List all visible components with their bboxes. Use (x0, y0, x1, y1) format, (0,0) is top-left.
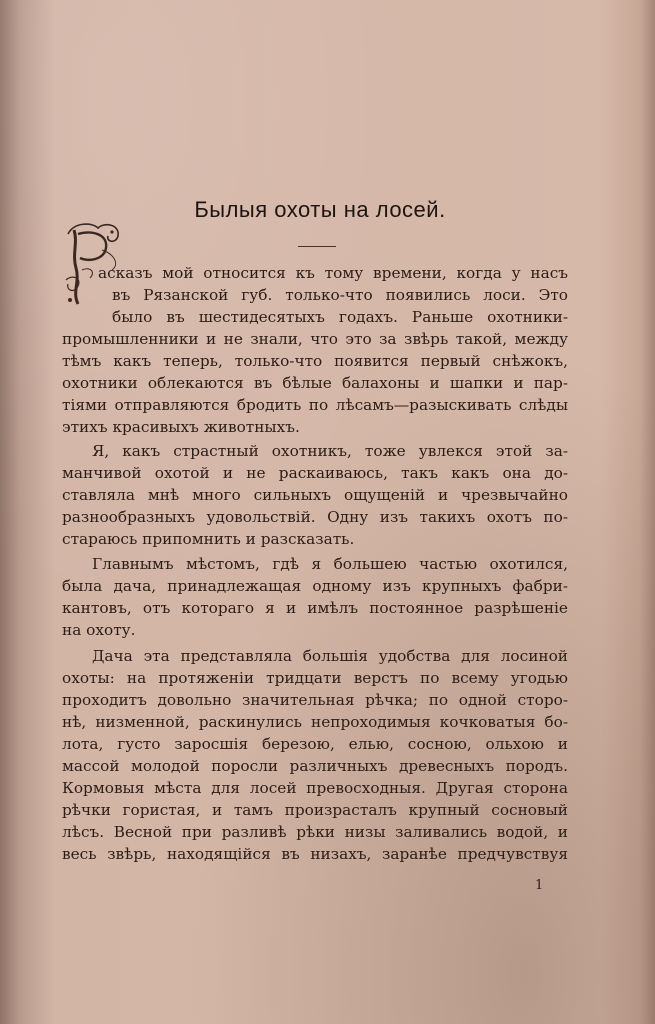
text-line: асказъ мой относится къ тому времени, когда у насъ (98, 264, 568, 282)
title-divider (298, 246, 336, 247)
text-line: была дача, принадлежащая одному изъ крупныхъ фабри- (62, 577, 568, 595)
text-line: охоты: на протяженіи тридцати верстъ по всему угодью (62, 669, 568, 687)
text-line: охотники облекаются въ бѣлые балахоны и шапки и пар- (62, 374, 568, 392)
text-line: проходитъ довольно значительная рѣчка; по одной сторо- (62, 691, 568, 709)
text-line: на охоту. (62, 621, 136, 639)
text-line: рѣчки гористая, и тамъ произрасталъ крупный сосновый (62, 801, 568, 819)
text-line: весь звѣрь, находящійся въ низахъ, заранѣе предчувствуя (62, 845, 568, 863)
text-line: Я, какъ страстный охотникъ, тоже увлекся этой за- (92, 442, 568, 460)
text-line: было въ шестидесятыхъ годахъ. Раньше охотники- (112, 308, 568, 326)
text-line: разнообразныхъ удовольствій. Одну изъ такихъ охотъ по- (62, 508, 568, 526)
text-line: тіями отправляются бродить по лѣсамъ—разыскивать слѣды (62, 396, 568, 414)
text-line: въ Рязанской губ. только-что появились лоси. Это (112, 286, 568, 304)
text-line: кантовъ, отъ котораго я и имѣлъ постоянное разрѣшеніе (62, 599, 568, 617)
text-line: нѣ, низменной, раскинулись непроходимыя кочковатыя бо- (62, 713, 568, 731)
text-line: Кормовыя мѣста для лосей превосходныя. Другая сторона (62, 779, 568, 797)
text-line: массой молодой поросли различныхъ древесныхъ породъ. (62, 757, 568, 775)
text-line: этихъ красивыхъ животныхъ. (62, 418, 300, 436)
text-line: ставляла мнѣ много сильныхъ ощущеній и чрезвычайно (62, 486, 568, 504)
text-line: промышленники и не знали, что это за звѣрь такой, между (62, 330, 568, 348)
text-line: Главнымъ мѣстомъ, гдѣ я большею частью охотился, (92, 555, 568, 573)
text-line: манчивой охотой и не раскаиваюсь, такъ какъ она до- (62, 464, 568, 482)
chapter-title: Былыя охоты на лосей. (194, 197, 446, 222)
text-line: лота, густо заросшія березою, елью, сосною, ольхою и (62, 735, 568, 753)
text-line: стараюсь припомнить и разсказать. (62, 530, 355, 548)
text-line: лѣсъ. Весной при разливѣ рѣки низы заливались водой, и (62, 823, 568, 841)
text-line: Дача эта представляла большія удобства для лосиной (92, 647, 568, 665)
page-number: 1 (535, 878, 544, 893)
text-line: тѣмъ какъ теперь, только-что появится первый снѣжокъ, (62, 352, 568, 370)
